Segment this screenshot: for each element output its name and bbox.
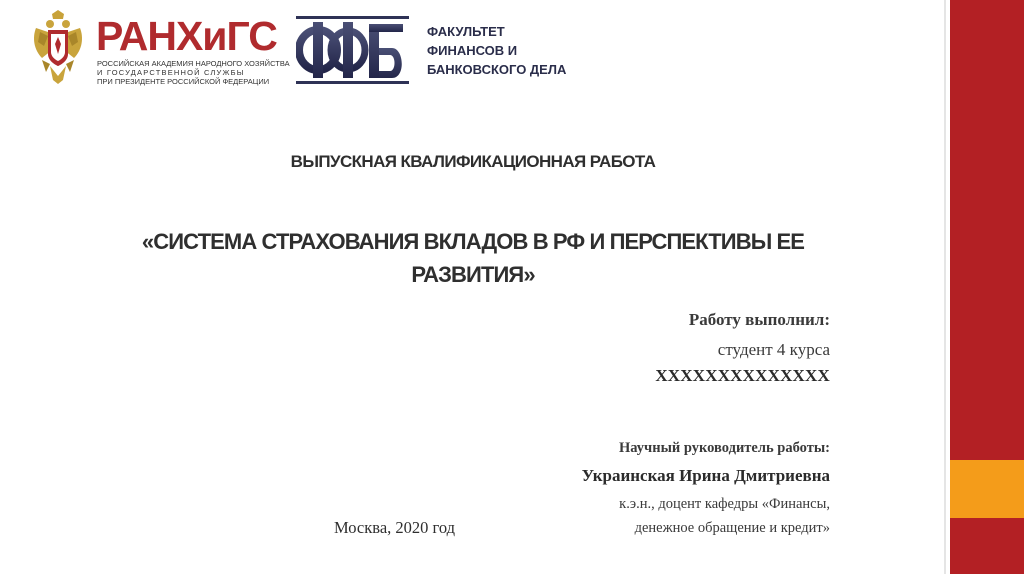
ffb-monogram-icon — [296, 16, 409, 84]
supervisor-label: Научный руководитель работы: — [619, 440, 830, 456]
decorative-orange-block — [950, 460, 1024, 518]
thesis-topic-title: «СИСТЕМА СТРАХОВАНИЯ ВКЛАДОВ В РФ И ПЕРСПЕКТИВЫ ЕЕ РАЗВИТИЯ» — [141, 229, 805, 287]
faculty-name — [427, 22, 566, 79]
faculty-name-line-2: ФИНАНСОВ И — [427, 43, 518, 58]
ranepa-subtitle-line-1: РОССИЙСКАЯ АКАДЕМИЯ НАРОДНОГО ХОЗЯЙСТВА — [97, 59, 290, 68]
faculty-name-line-3: БАНКОВСКОГО ДЕЛА — [427, 62, 567, 77]
ranepa-logo-name: РАНХиГС — [96, 13, 277, 59]
city-year: Москва, 2020 год — [334, 518, 456, 537]
author-label: Работу выполнил: — [688, 310, 830, 329]
author-name: ХХХХХХХХХХХХХХ — [655, 366, 830, 385]
faculty-name-line-1: ФАКУЛЬТЕТ — [427, 24, 505, 39]
ranepa-double-eagle-emblem-icon — [30, 10, 86, 88]
ranepa-subtitle-line-3: ПРИ ПРЕЗИДЕНТЕ РОССИЙСКОЙ ФЕДЕРАЦИИ — [97, 77, 270, 86]
work-type-heading: ВЫПУСКНАЯ КВАЛИФИКАЦИОННАЯ РАБОТА — [290, 152, 656, 171]
author-course: студент 4 курса — [717, 340, 830, 359]
ranepa-subtitle-line-2: И ГОСУДАРСТВЕННОЙ СЛУЖБЫ — [97, 68, 245, 77]
supervisor-position-line-2: денежное обращение и кредит» — [634, 520, 830, 536]
supervisor-name: Украинская Ирина Дмитриевна — [581, 466, 830, 485]
supervisor-position-line-1: к.э.н., доцент кафедры «Финансы, — [619, 496, 830, 512]
